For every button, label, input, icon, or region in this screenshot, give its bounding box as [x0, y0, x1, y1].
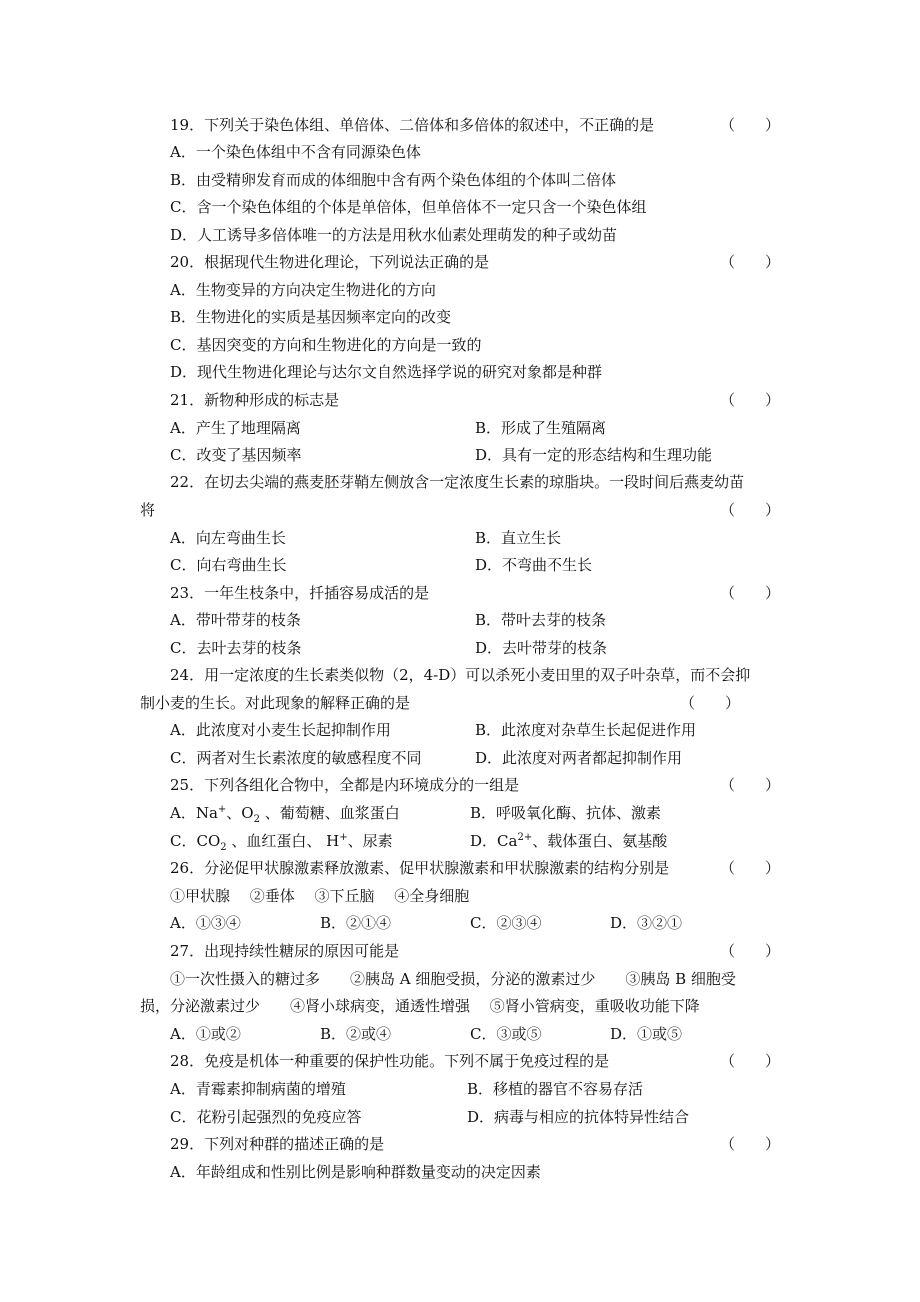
question-27-option-a: A．①或②: [170, 1025, 241, 1043]
question-19-option-c: C．含一个染色体组的个体是单倍体，但单倍体不一定只含一个染色体组: [170, 198, 647, 216]
question-20-option-a: A．生物变异的方向决定生物进化的方向: [170, 281, 436, 299]
question-22-option-c: C．向右弯曲生长: [170, 556, 287, 574]
question-19-option-b: B．由受精卵发育而成的体细胞中含有两个染色体组的个体叫二倍体: [170, 171, 617, 189]
question-21-stem: 21．新物种形成的标志是 （ ）: [170, 387, 780, 414]
question-21-options-ab: [170, 415, 780, 442]
answer-blank: （ ）: [719, 391, 780, 409]
question-27-option-b: B．②或④: [320, 1025, 392, 1043]
question-28-option-a: A．青霉素抑制病菌的增殖: [170, 1080, 346, 1098]
question-21-option-b: B．形成了生殖隔离: [475, 419, 607, 437]
question-29-option-a: A．年龄组成和性别比例是影响种群数量变动的决定因素: [170, 1163, 541, 1181]
question-24-options-cd: [170, 745, 780, 772]
question-27-option-c: C．③或⑤: [470, 1025, 542, 1043]
question-25-option-c: C．$CO_2$ 、血红蛋白、 H+、尿素: [170, 832, 393, 853]
answer-blank: （ ）: [719, 1135, 780, 1153]
question-25-options-ab: [170, 800, 780, 827]
answer-blank: （ ）: [719, 776, 780, 794]
question-23-option-b: B．带叶去芽的枝条: [475, 611, 607, 629]
question-23-option-a: A．带叶带芽的枝条: [170, 611, 301, 629]
question-20-option-b: B．生物进化的实质是基因频率定向的改变: [170, 308, 452, 326]
question-25-option-d: D．$Ca^{2+}$、载体蛋白、氨基酸: [470, 832, 668, 850]
question-26-option-c: C．②③④: [470, 914, 542, 932]
question-28-options-ab: [170, 1076, 780, 1103]
question-27-option-d: D．①或⑤: [610, 1025, 683, 1043]
answer-blank: （ ）: [719, 501, 780, 519]
question-22-options-ab: [170, 525, 780, 552]
answer-blank: （ ）: [719, 253, 780, 271]
question-26-option-d: D．③②①: [610, 914, 683, 932]
question-24-options-ab: [170, 717, 780, 744]
question-23-option-d: D．去叶带芽的枝条: [475, 639, 608, 657]
question-26-option-a: A．①③④: [170, 914, 241, 932]
question-24-stem-line2: 制小麦的生长。对此现象的解释正确的是 （ ）: [140, 690, 780, 717]
question-26-option-b: B．②①④: [320, 914, 392, 932]
question-29-stem: 29．下列对种群的描述正确的是 （ ）: [170, 1131, 780, 1158]
question-25-option-b: B．呼吸氧化酶、抗体、激素: [470, 804, 662, 822]
question-24-option-d: D．此浓度对两者都起抑制作用: [475, 749, 683, 767]
question-24-option-b: B．此浓度对杂草生长起促进作用: [475, 721, 697, 739]
question-21-option-d: D．具有一定的形态结构和生理功能: [475, 446, 713, 464]
question-20-stem: 20．根据现代生物进化理论，下列说法正确的是 （ ）: [170, 249, 780, 276]
question-26-choices: ①甲状腺 ②垂体 ③下丘脑 ④全身细胞: [170, 887, 470, 905]
answer-blank: （ ）: [719, 116, 780, 134]
question-28-stem: 28．免疫是机体一种重要的保护性功能。下列不属于免疫过程的是 （ ）: [170, 1048, 780, 1075]
question-23-option-c: C．去叶去芽的枝条: [170, 639, 302, 657]
answer-blank: （ ）: [719, 584, 780, 602]
question-20-option-c: C．基因突变的方向和生物进化的方向是一致的: [170, 336, 482, 354]
question-21-option-a: A．产生了地理隔离: [170, 419, 301, 437]
question-27-stem: 27．出现持续性糖尿的原因可能是 （ ）: [170, 938, 780, 965]
question-27-options: [170, 1021, 780, 1048]
answer-blank: （ ）: [719, 1052, 780, 1070]
question-21-option-c: C．改变了基因频率: [170, 446, 302, 464]
question-19-stem: 19．下列关于染色体组、单倍体、二倍体和多倍体的叙述中，不正确的是 （ ）: [170, 112, 780, 139]
question-22-options-cd: [170, 552, 780, 579]
question-22-stem-line1: 22．在切去尖端的燕麦胚芽鞘左侧放含一定浓度生长素的琼脂块。一段时间后燕麦幼苗: [170, 473, 745, 491]
question-23-stem: 23．一年生枝条中，扦插容易成活的是 （ ）: [170, 580, 780, 607]
question-22-option-b: B．直立生长: [475, 529, 562, 547]
answer-blank: （ ）: [719, 942, 780, 960]
question-28-option-c: C．花粉引起强烈的免疫应答: [170, 1108, 362, 1126]
question-24-option-c: C．两者对生长素浓度的敏感程度不同: [170, 749, 422, 767]
answer-blank: （ ）: [719, 859, 780, 877]
question-28-option-d: D．病毒与相应的抗体特异性结合: [467, 1108, 690, 1126]
answer-blank: （ ）: [679, 694, 740, 712]
question-20-option-d: D．现代生物进化理论与达尔文自然选择学说的研究对象都是种群: [170, 363, 603, 381]
question-28-options-cd: [170, 1104, 780, 1131]
question-22-option-d: D．不弯曲不生长: [475, 556, 593, 574]
question-28-option-b: B．移植的器官不容易存活: [467, 1080, 644, 1098]
question-25-option-a: A．Na+、$O_2$ 、葡萄糖、血浆蛋白: [170, 804, 400, 825]
question-26-options: [170, 910, 780, 937]
question-25-options-cd: [170, 828, 780, 855]
question-24-option-a: A．此浓度对小麦生长起抑制作用: [170, 721, 391, 739]
question-24-stem-line1: 24．用一定浓度的生长素类似物（2，4-D）可以杀死小麦田里的双子叶杂草，而不会抑: [170, 666, 751, 684]
question-23-options-cd: [170, 635, 780, 662]
question-25-stem: 25．下列各组化合物中，全都是内环境成分的一组是 （ ）: [170, 772, 780, 799]
question-27-choices-line2: 损，分泌激素过少 ④肾小球病变，通透性增强 ⑤肾小管病变，重吸收功能下降: [140, 997, 700, 1015]
question-21-options-cd: [170, 442, 780, 469]
question-27-choices-line1: ①一次性摄入的糖过多 ②胰岛 A 细胞受损，分泌的激素过少 ③胰岛 B 细胞受: [170, 970, 736, 988]
question-22-stem-line2: 将 （ ）: [140, 497, 780, 524]
question-26-stem: 26．分泌促甲状腺激素释放激素、促甲状腺激素和甲状腺激素的结构分别是 （ ）: [170, 855, 780, 882]
question-19-option-a: A．一个染色体组中不含有同源染色体: [170, 143, 421, 161]
question-19-option-d: D．人工诱导多倍体唯一的方法是用秋水仙素处理萌发的种子或幼苗: [170, 226, 618, 244]
question-22-option-a: A．向左弯曲生长: [170, 529, 286, 547]
question-23-options-ab: [170, 607, 780, 634]
